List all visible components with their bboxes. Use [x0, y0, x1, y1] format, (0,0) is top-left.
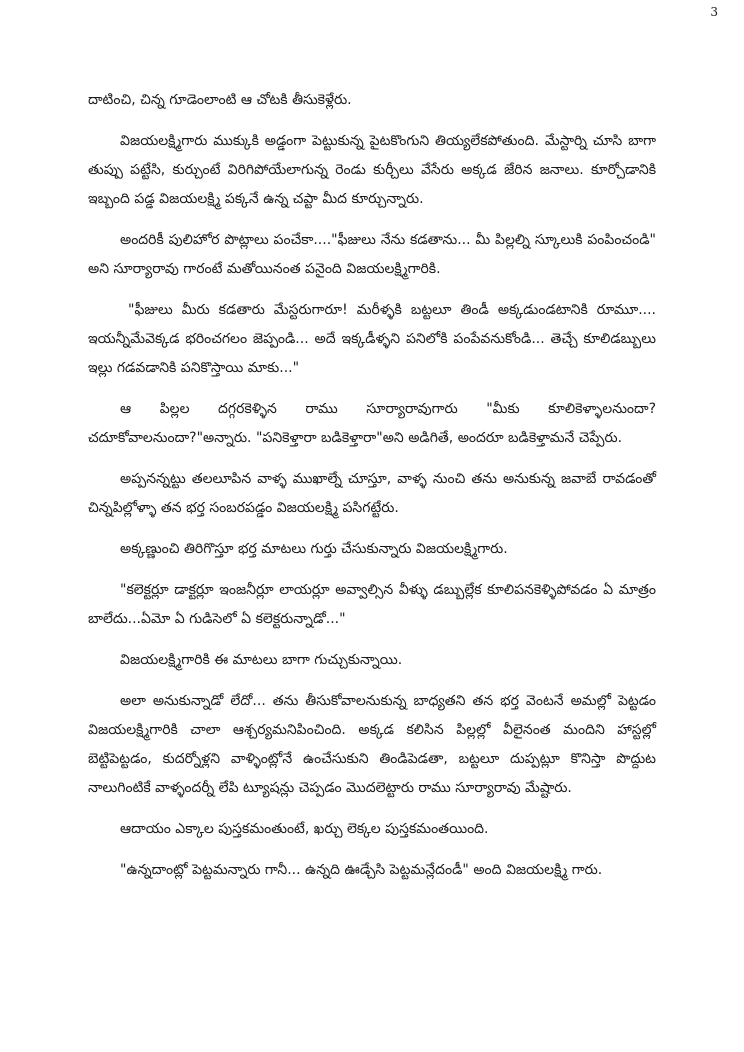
body-text — [88, 86, 656, 897]
page-number: 3 — [710, 5, 718, 19]
paragraph: ఆదాయం ఎక్కాల పుస్తకమంతుంటే, ఖర్చు లెక్కల పుస్తకమంతయింది. — [120, 821, 489, 837]
paragraph: అక్కణ్ణుంచి తిరిగొస్తూ భర్త మాటలు గుర్తు చేసుకున్నారు విజయలక్ష్మిగారు. — [120, 541, 508, 557]
paragraph: "కలెక్టర్లూ డాక్టర్లూ ఇంజనీర్లూ లాయర్లూ అవ్వాల్సిన వీళ్ళు డబ్బుల్లేక కూలిపనకెళ్ళిపోవడం ఏ మాత్రం బాలేదు...ఏమో ఏ గుడిసెలో ఏ కలెక్టరున్నాడో..." — [88, 582, 656, 627]
paragraph: అలా అనుకున్నాడో లేదో... తను తీసుకోవాలనుకున్న బాధ్యతని తన భర్త వెంటనే అమల్లో పెట్టడం విజయలక్ష్మిగారికి చాలా ఆశ్చర్యమనిపించింది. అక్కడ కలిసిన పిల్లల్లో వీలైనంత మందిని హాస్టల్లో బెట్టిపెట్టడం, కుదర్నోళ్లని వాళ్ళింట్లోనే ఉంచేసుకుని తిండిపెడతా, బట్టలూ దుప్పట్లూ కొనిస్తా పొద్దుట నాలుగింటికే వాళ్ళందర్నీ లేపి ట్యూషన్లు చెప్పడం మొదలెట్టారు రాము సూర్యారావు మేష్టారు. — [88, 693, 656, 796]
paragraph: విజయలక్ష్మిగారు ముక్కుకి అడ్డంగా పెట్టుకున్న పైటకొంగుని తియ్యలేకపోతుంది. మేస్టార్ని చూసి బాగా తుప్పు పట్టేసి, కుర్చుంటే విరిగిపోయేలాగున్న రెండు కుర్చీలు వేసేరు అక్కడ జేరిన జనాలు. కూర్చోడానికి ఇబ్బంది పడ్డ విజయలక్ష్మి పక్కనే ఉన్న చప్టా మీద కూర్చున్నారు. — [88, 133, 656, 207]
paragraph: "ఉన్నదాంట్లో పెట్టమన్నారు గానీ... ఉన్నది ఊడ్చేసి పెట్టమన్లేదండీ" అంది విజయలక్ష్మి గారు. — [120, 862, 603, 878]
paragraph: అప్పనన్నట్టు తలలూపిన వాళ్ళ ముఖాల్నే చూస్తూ, వాళ్ళ నుంచి తను అనుకున్న జవాబే రావడంతో చిన్నపిల్లోళ్ళా తన భర్త సంబరపడ్డం విజయలక్ష్మి పసిగట్టేరు. — [88, 471, 656, 516]
paragraph: ఆ పిల్లల దగ్గరకెళ్ళిన రాము సూర్యారావుగారు "మీకు కూలికెళ్ళాలనుందా? చదూకోవాలనుందా?"అన్నారు. "పనికెళ్తారా బడికెళ్తారా"అని అడిగితే, అందరూ బడికెళ్తామనే చెప్పేరు. — [88, 401, 656, 446]
paragraph: విజయలక్ష్మిగారికి ఈ మాటలు బాగా గుచ్చుకున్నాయి. — [120, 652, 403, 668]
paragraph: దాటించి, చిన్న గూడెంలాంటి ఆ చోటకి తీసుకెళ్లేరు. — [88, 92, 352, 108]
paragraph: "ఫీజులు మీరు కడతారు మేస్టరుగారూ! మరీళ్ళకి బట్టలూ తిండీ అక్కడుండటానికి రూమూ.... ఇయన్నీమేవెక్కడ భరించగలం జెప్పండి... అదే ఇక్కడీళ్ళని పనిలోకి పంపేవనుకోండి... తెచ్చే కూలిడబ్బులు ఇల్లు గడవడానికి పనికొస్తాయి మాకు..." — [88, 302, 656, 376]
paragraph: అందరికీ పులిహోర పొట్లాలు పంచేకా...."ఫీజులు నేను కడతాను... మీ పిల్లల్ని స్కూలుకి పంపించండి" అని సూర్యారావు గారంటే మతోయినంత పనైంది విజయలక్ష్మిగారికి. — [88, 232, 656, 277]
